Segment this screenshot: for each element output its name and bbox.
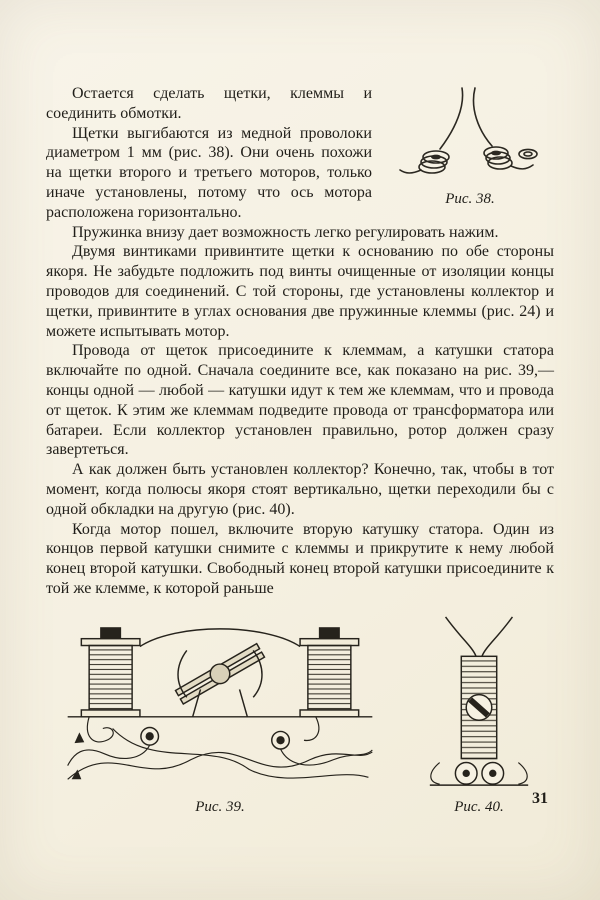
figures-row — [46, 615, 554, 816]
paragraph: Двумя винтиками привинтите щетки к основанию по обе стороны якоря. Не забудьте подложить под винты очищенные от изоляции концы проводов для соединений. С той стороны, где установлены коллектор и щетки, привинтите в углах основания две пружинные клеммы (рис. 24) и можете испытывать мотор. — [46, 243, 554, 340]
paragraph: Щетки выгибаются из медной проволоки диаметром 1 мм (рис. 38). Они очень похожи на щетки второго и третьего моторов, только иначе установлены, потому что ось мотора расположена горизонтально. — [46, 124, 372, 221]
brush-springs-illustration — [390, 86, 550, 186]
figure-39-caption: Рис. 39. — [195, 798, 245, 815]
paragraph: Провода от щеток присоедините к клеммам, а катушки статора включайте по одной. Сначала соедините все, как показано на рис. 39,— концы одной — любой — катушки идут к тем же клеммам, что и провода от щеток. К этим же клеммам подведите провода от трансформатора или батареи. Если коллектор установлен правильно, ротор должен сразу завертеться. — [46, 342, 554, 459]
text-block — [46, 84, 554, 599]
motor-assembly-illustration — [54, 623, 386, 794]
figure-40 — [418, 615, 540, 816]
commutator-illustration — [418, 615, 540, 794]
page-number: 31 — [532, 790, 548, 807]
figure-39 — [54, 623, 386, 816]
paragraph: А как должен быть установлен коллектор? Конечно, так, чтобы в тот момент, когда полюсы якоря стоят вертикально, щетки переходили бы с одной обкладки на другую (рис. 40). — [46, 461, 554, 518]
paragraph: Остается сделать щетки, клеммы и соединить обмотки. — [46, 85, 372, 122]
figure-40-caption: Рис. 40. — [454, 798, 504, 815]
paragraph: Когда мотор пошел, включите вторую катушку статора. Один из концов первой катушки снимите с клеммы и прикрутите к нему любой конец второй катушки. Свободный конец второй катушки присоедините к той же клемме, к которой раньше — [46, 520, 554, 597]
figure-38 — [386, 86, 554, 208]
figure-38-caption: Рис. 38. — [445, 191, 495, 207]
paragraph: Пружинка внизу дает возможность легко регулировать нажим. — [72, 223, 499, 241]
